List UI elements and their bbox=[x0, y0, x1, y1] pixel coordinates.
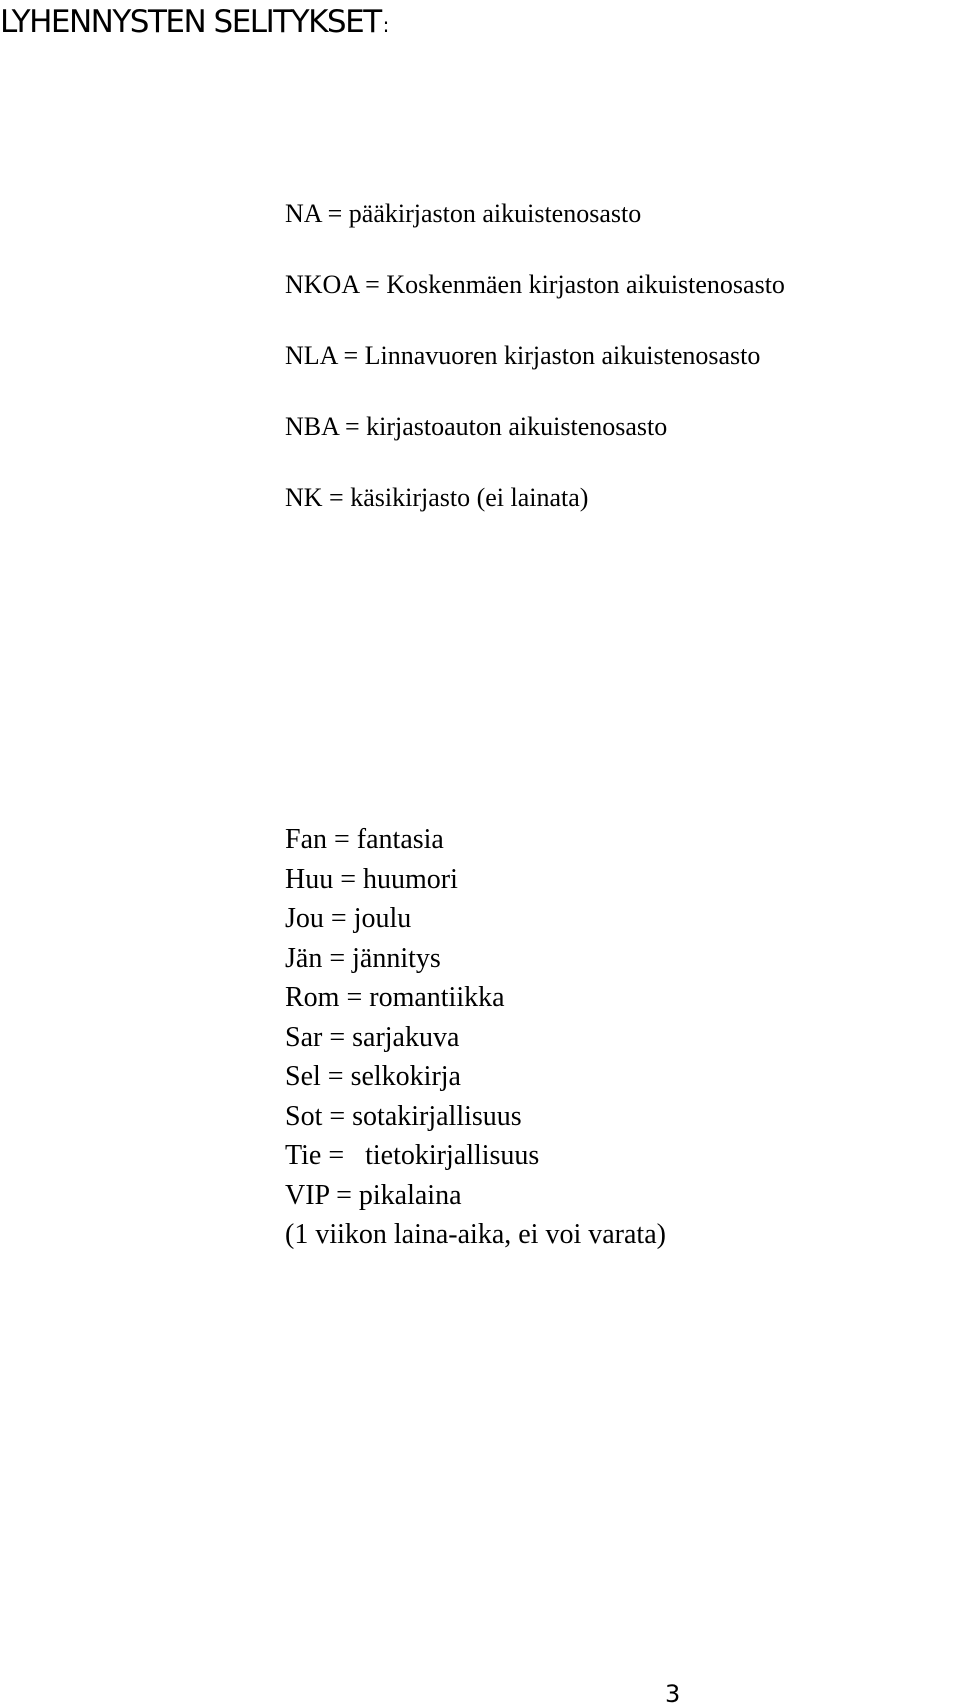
page-number: 3 bbox=[665, 1680, 681, 1708]
list-item: NBA = kirjastoauton aikuistenosasto bbox=[285, 412, 668, 441]
location-abbreviation-list bbox=[285, 192, 785, 547]
page-title-text: LYHENNYSTEN SELITYKSET bbox=[0, 4, 381, 40]
list-item: Huu = huumori bbox=[285, 863, 458, 895]
list-item: Sot = sotakirjallisuus bbox=[285, 1100, 522, 1132]
list-item: Tie = tietokirjallisuus bbox=[285, 1140, 540, 1171]
page-title-colon: : bbox=[382, 13, 390, 37]
list-item: Rom = romantiikka bbox=[285, 982, 505, 1013]
list-item: (1 viikon laina-aika, ei voi varata) bbox=[285, 1219, 666, 1250]
list-item: NLA = Linnavuoren kirjaston aikuistenosasto bbox=[285, 341, 761, 370]
genre-abbreviation-list bbox=[285, 820, 666, 1255]
list-item: Jän = jännitys bbox=[285, 942, 441, 974]
list-item: Sel = selkokirja bbox=[285, 1061, 461, 1092]
list-item: NKOA = Koskenmäen kirjaston aikuistenosasto bbox=[285, 270, 785, 299]
list-item: Fan = fantasia bbox=[285, 824, 444, 855]
list-item: Sar = sarjakuva bbox=[285, 1021, 460, 1053]
list-item: NK = käsikirjasto (ei lainata) bbox=[285, 483, 589, 512]
list-item: Jou = joulu bbox=[285, 903, 412, 934]
page-title bbox=[0, 2, 389, 45]
list-item: NA = pääkirjaston aikuistenosasto bbox=[285, 199, 642, 228]
list-item: VIP = pikalaina bbox=[285, 1179, 462, 1211]
